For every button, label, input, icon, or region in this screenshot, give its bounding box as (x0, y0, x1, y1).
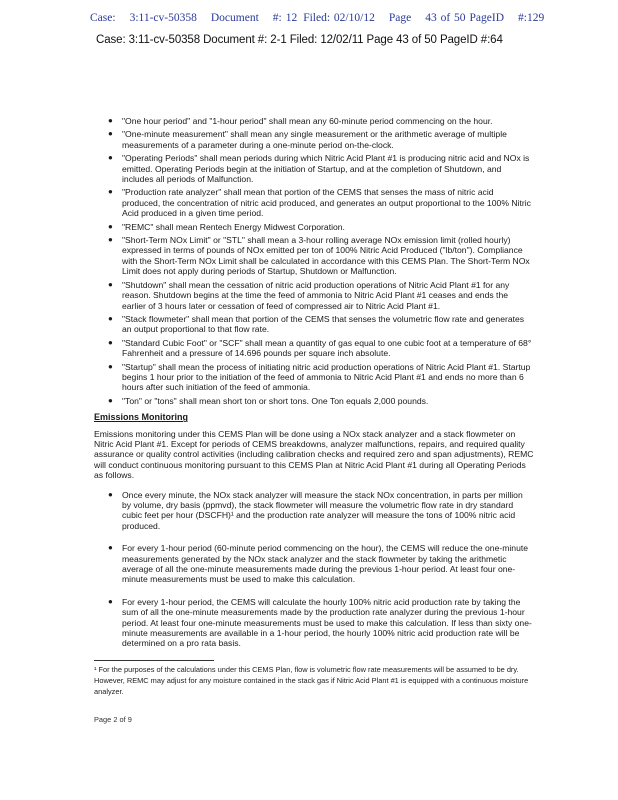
definition-item (94, 362, 534, 393)
stamp-page-of: 43 of 50 (425, 12, 466, 24)
document-body (94, 116, 534, 661)
definition-item (94, 129, 534, 150)
stamp-pageid-number: #:129 (518, 12, 545, 24)
original-filing-header: Case: 3:11-cv-50358 Document #: 2-1 Filed: 12/02/11 Page 43 of 50 PageID #:64 (96, 34, 503, 46)
monitoring-text: For every 1-hour period (60-minute period commencing on the hour), the CEMS will reduce the one-minute measurements generated by the NOx stack analyzer and the stack flowmeter by taking the arithmetic average of all the one-minute measurements made during the previous 1-hour period. At least four one-minute measurements must be used to make this calculation. (122, 543, 529, 585)
definition-item (94, 153, 534, 184)
page-number: Page 2 of 9 (94, 715, 132, 724)
monitoring-item (94, 597, 534, 649)
bullet-icon: ● (108, 187, 113, 197)
definition-text: "Startup" shall mean the process of initiating nitric acid production operations of Nitric Acid Plant #1. Startup begins 1 hour prior to the initiation of the feed of ammonia to Nitric Acid Plant #1 and ends no more than 6 hours after such initiation of the feed of ammonia. (122, 361, 531, 393)
definition-text: "Stack flowmeter" shall mean that portion of the CEMS that senses the volumetric flow rate and generates an output proportional to that flow rate. (122, 313, 525, 335)
stamp-case-number: 3:11-cv-50358 (129, 12, 197, 24)
bullet-icon: ● (108, 543, 113, 553)
footnote-divider (94, 660, 214, 661)
bullet-icon: ● (108, 596, 113, 606)
definition-item (94, 314, 534, 335)
section-heading: Emissions Monitoring (94, 412, 189, 423)
definition-text: "Short-Term NOx Limit" or "STL" shall mean a 3-hour rolling average NOx emission limit (rolled hourly) expressed in terms of pounds of NOx emitted per ton of 100% Nitric Acid Produced ("lb/ton"). Compliance with the Short-Term NOx Limit shall be calculated in accordance with this CEMS Plan. The Short-Term NOx Limit does not apply during periods of Startup, Shutdown or Malfunction. (122, 235, 530, 277)
stamp-filed-date: Filed: 02/10/12 (303, 12, 375, 24)
definition-item (94, 338, 534, 359)
stamp-page-label: Page (388, 12, 412, 24)
definition-text: "One-minute measurement" shall mean any single measurement or the arithmetic average of multiple measurements of a parameter during a one-minute period on-the-clock. (122, 129, 507, 150)
stamp-case-label: Case: (90, 12, 116, 24)
monitoring-list (94, 490, 534, 649)
bullet-icon: ● (108, 279, 113, 289)
stamp-document-hash: #: (272, 12, 282, 24)
definition-item (94, 396, 534, 406)
definitions-list (94, 116, 534, 406)
section-intro: Emissions monitoring under this CEMS Plan will be done using a NOx stack analyzer and a stack flowmeter on Nitric Acid Plant #1. Except for periods of CEMS breakdowns, analyzer malfunctions, repairs, and required quality assurance or quality control activities (including calibration checks and required zero and span adjustments), REMC will conduct continuous monitoring pursuant to this CEMS Plan at Nitric Acid Plant #1 during all Operating Periods as follows. (94, 428, 534, 481)
monitoring-text: Once every minute, the NOx stack analyzer will measure the stack NOx concentration, in parts per million by volume, dry basis (ppmvd), the stack flowmeter will measure the volumetric flow rate in dry standard cubic feet per hour (DSCFH)¹ and the production rate analyzer will measure the tons of 100% nitric acid produced. (122, 489, 523, 531)
footnote: ¹ For the purposes of the calculations under this CEMS Plan, flow is volumetric flow rate measurements will be assumed to be dry. However, REMC may adjust for any moisture contained in the stack gas if Nitric Acid Plant #1 is equipped with a continuous moisture analyzer. (94, 665, 529, 696)
stamp-pageid-label: PageID (469, 12, 505, 24)
stamp-document-number: 12 (285, 12, 298, 24)
bullet-icon: ● (108, 337, 113, 347)
bullet-icon: ● (108, 489, 113, 499)
stamp-document-label: Document (210, 12, 259, 24)
bullet-icon: ● (108, 116, 113, 125)
definition-text: "One hour period" and "1-hour period" shall mean any 60-minute period commencing on the hour. (122, 116, 493, 126)
definition-item (94, 235, 534, 277)
definition-text: "Shutdown" shall mean the cessation of nitric acid production operations of Nitric Acid Plant #1 for any reason. Shutdown begins at the time the feed of ammonia to Nitric Acid Plant #1 ceases and ends the earlier of 3 hours later or cessation of feed of compressed air to Nitric Acid Plant #1. (122, 279, 510, 311)
bullet-icon: ● (108, 221, 113, 231)
definition-item (94, 280, 534, 311)
bullet-icon: ● (108, 361, 113, 371)
court-filing-stamp (90, 12, 558, 24)
definition-text: "Ton" or "tons" shall mean short ton or short tons. One Ton equals 2,000 pounds. (122, 395, 429, 406)
bullet-icon: ● (108, 395, 113, 405)
definition-text: "Standard Cubic Foot" or "SCF" shall mean a quantity of gas equal to one cubic foot at a temperature of 68° Fahrenheit and a pressure of 14.696 pounds per square inch absolute. (122, 337, 532, 359)
monitoring-text: For every 1-hour period, the CEMS will calculate the hourly 100% nitric acid production rate by taking the sum of all the one-minute measurements made by the production rate analyzer during the previous 1-hour period. At least four one-minute measurements must be used to make this calculation. If less than sixty one-minute measurements are available in a 1-hour period, the hourly 100% nitric acid production rate will be determined on a pro rata basis. (122, 596, 532, 649)
definition-item (94, 187, 534, 218)
bullet-icon: ● (108, 129, 113, 139)
monitoring-item (94, 490, 534, 532)
monitoring-item (94, 543, 534, 585)
bullet-icon: ● (108, 153, 113, 163)
definition-item (94, 222, 534, 232)
definition-text: "Operating Periods" shall mean periods during which Nitric Acid Plant #1 is producing nitric acid and NOx is emitted. Operating Periods begin at the initiation of Startup, and at the completion of Shutdown, and includes all periods of Malfunction. (122, 153, 530, 185)
bullet-icon: ● (108, 313, 113, 323)
definition-item (94, 116, 534, 126)
definition-text: "REMC" shall mean Rentech Energy Midwest Corporation. (122, 221, 345, 232)
definition-text: "Production rate analyzer" shall mean that portion of the CEMS that senses the mass of nitric acid produced, the concentration of nitric acid produced, and generates an output proportional to the 100% Nitric Acid produced in a given time period. (122, 187, 531, 219)
bullet-icon: ● (108, 235, 113, 245)
